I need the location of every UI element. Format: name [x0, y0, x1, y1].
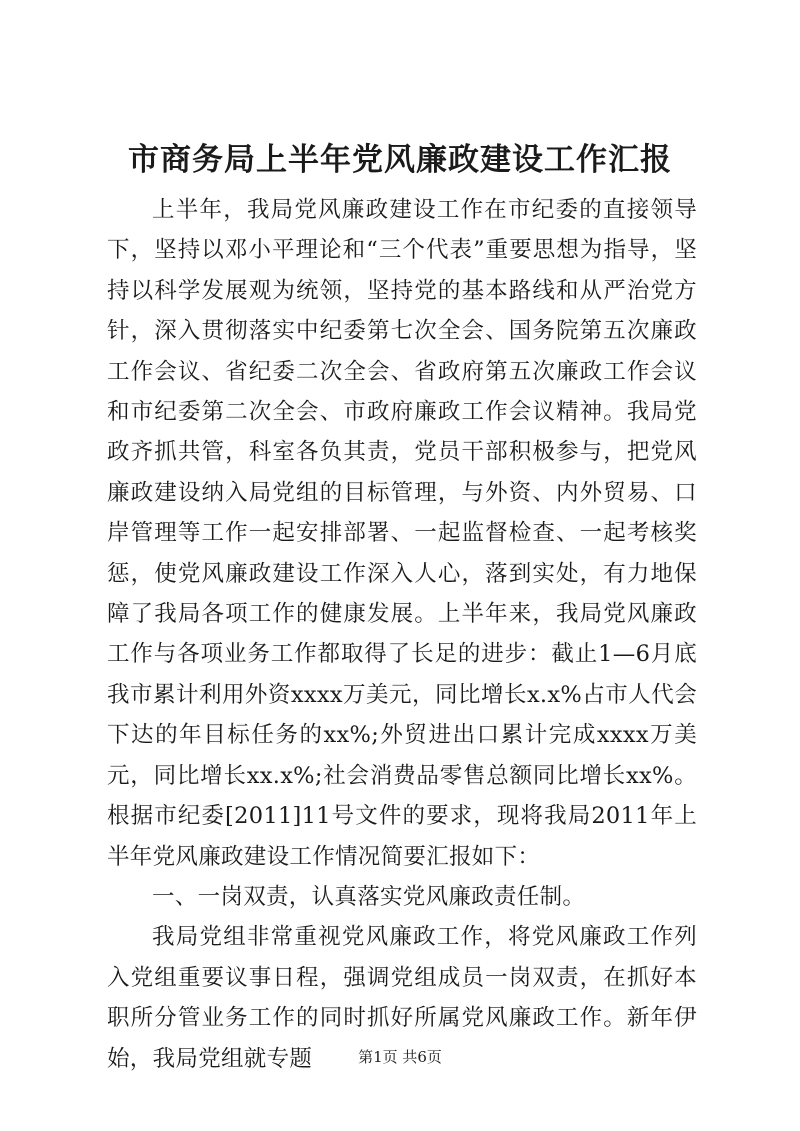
paragraph-intro: 上半年，我局党风廉政建设工作在市纪委的直接领导下，坚持以邓小平理论和“三个代表”重要思想为指导，坚持以科学发展观为统领，坚持党的基本路线和从严治党方针，深入贯彻落实中纪委第七次全会、国务院第五次廉政工作会议、省纪委二次全会、省政府第五次廉政工作会议和市纪委第二次全会、市政府廉政工作会议精神。我局党政齐抓共管，科室各负其责，党员干部积极参与，把党风廉政建设纳入局党组的目标管理，与外资、内外贸易、口岸管理等工作一起安排部署、一起监督检查、一起考核奖惩，使党风廉政建设工作深入人心，落到实处，有力地保障了我局各项工作的健康发展。上半年来，我局党风廉政工作与各项业务工作都取得了长足的进步：截止1—6月底我市累计利用外资xxxx万美元，同比增长x.x%占市人代会下达的年目标任务的xx%;外贸进出口累计完成xxxx万美元，同比增长xx.x%;社会消费品零售总额同比增长xx%。根据市纪委[2011]11号文件的要求，现将我局2011年上半年党风廉政建设工作情况简要汇报如下：	[107, 197, 697, 870]
page-footer: 第1页 共6页	[358, 1048, 442, 1066]
document-body	[107, 190, 697, 1079]
section-heading-1: 一、一岗双责，认真落实党风廉政责任制。	[152, 883, 586, 910]
paragraph-section-1: 我局党组非常重视党风廉政工作，将党风廉政工作列入党组重要议事日程，强调党组成员一岗双责，在抓好本职所分管业务工作的同时抓好所属党风廉政工作。新年伊始，我局党组就专题	[107, 924, 697, 1072]
document-title: 市商务局上半年党风廉政建设工作汇报	[128, 142, 672, 178]
